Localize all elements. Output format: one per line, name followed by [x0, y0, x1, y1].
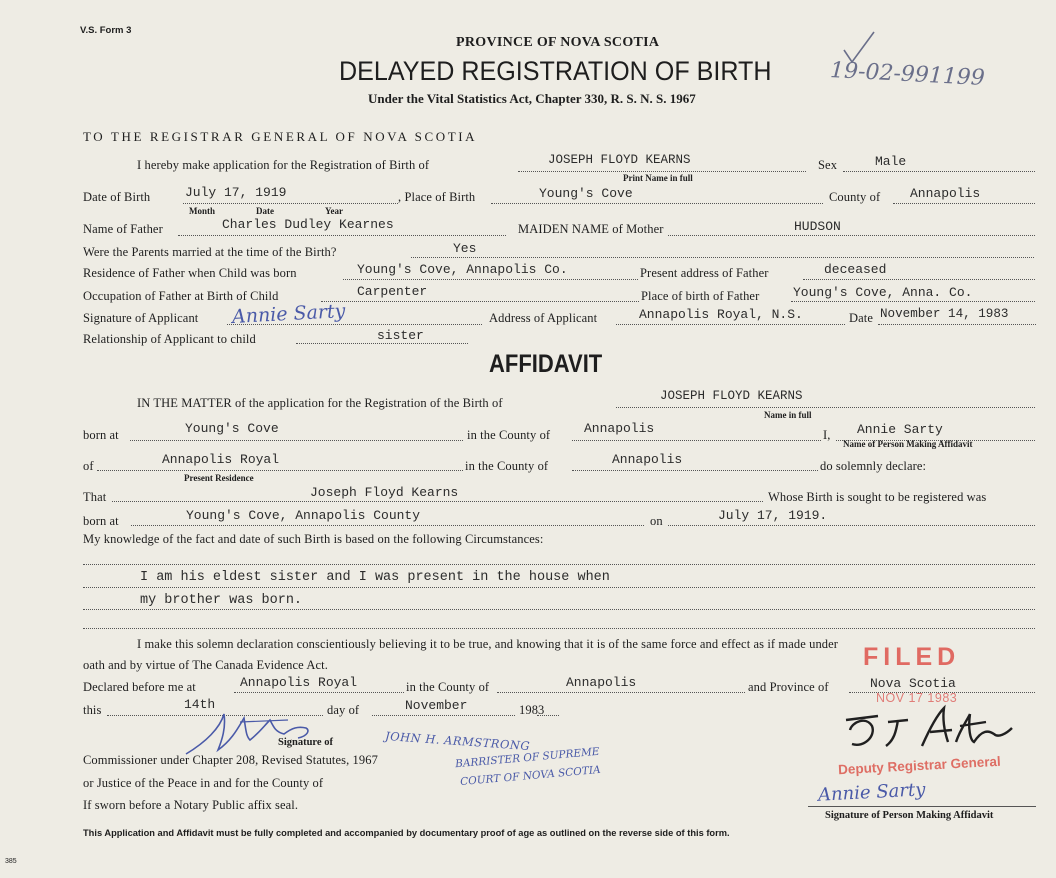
check-mark-icon [838, 28, 878, 66]
province-heading: PROVINCE OF NOVA SCOTIA [456, 35, 660, 50]
married-line [411, 257, 1034, 258]
matter-label: IN THE MATTER of the application for the Registration of the Birth of [137, 396, 503, 410]
circumstance-line-1 [83, 587, 1035, 588]
occupation-line [321, 301, 639, 302]
father-birthplace: Young's Cove, Anna. Co. [793, 285, 973, 300]
applicant-address: Annapolis Royal, N.S. [639, 307, 803, 322]
place-of-birth: Young's Cove [539, 186, 633, 201]
of-label: of [83, 459, 94, 473]
date-of-birth: July 17, 1919 [185, 185, 287, 200]
present-address-line [803, 279, 1035, 280]
declared-day: 14th [184, 697, 216, 712]
maiden-label: MAIDEN NAME of Mother [518, 222, 664, 236]
circumstance-line-2 [83, 609, 1035, 610]
applicant-address-label: Address of Applicant [489, 311, 598, 325]
affidavit-heading: AFFIDAVIT [489, 350, 603, 378]
addressee: TO THE REGISTRAR GENERAL OF NOVA SCOTIA [83, 129, 478, 144]
affiant-signature-caption: Signature of Person Making Affidavit [825, 810, 994, 821]
month-line [372, 715, 515, 716]
declared-label: Declared before me at [83, 680, 196, 694]
affiant-caption: Name of Person Making Affidavit [843, 439, 973, 449]
commissioner-title-1: BARRISTER OF SUPREME [454, 745, 600, 771]
father-birthplace-label: Place of birth of Father [641, 289, 760, 303]
form-title: DELAYED REGISTRATION OF BIRTH [339, 56, 772, 86]
matter-name: JOSEPH FLOYD KEARNS [660, 389, 803, 403]
born-at-value: Young's Cove [185, 421, 279, 436]
born-at-2: Young's Cove, Annapolis County [186, 508, 421, 523]
father-label: Name of Father [83, 222, 163, 236]
circumstance-1: I am his eldest sister and I was present in the house when [140, 570, 610, 585]
occupation-label: Occupation of Father at Birth of Child [83, 289, 279, 303]
name-in-full-caption: Name in full [764, 410, 812, 420]
father-occupation: Carpenter [357, 284, 428, 299]
filed-stamp: FILED [863, 643, 961, 671]
matter-line [616, 407, 1035, 408]
county3-line [497, 692, 745, 693]
of-place: Annapolis Royal [162, 452, 280, 467]
place-line [491, 203, 823, 204]
born-at-label: born at [83, 428, 119, 442]
born-at-label-2: born at [83, 514, 119, 528]
circumstance-2: my brother was born. [140, 593, 303, 608]
day-of-label: day of [327, 703, 360, 717]
county-of-label-3: in the County of [406, 680, 490, 694]
sex-line [843, 171, 1035, 172]
year-caption: Year [325, 206, 343, 216]
relationship: sister [377, 328, 424, 343]
solemn-text-2: oath and by virtue of The Canada Evidence Act. [83, 658, 328, 672]
knowledge-text: My knowledge of the fact and date of such Birth is based on the following Circumstances: [83, 532, 544, 546]
residence-label: Residence of Father when Child was born [83, 266, 297, 280]
declared-month: November [405, 698, 468, 713]
parents-married: Yes [453, 241, 477, 256]
applicant-address-line [616, 324, 845, 325]
that-line [112, 501, 763, 502]
father-birthplace-line [791, 301, 1035, 302]
year-line [537, 715, 559, 716]
declared-year: 1983 [519, 703, 545, 717]
relationship-line [296, 343, 468, 344]
affiant-signature: Annie Sarty [817, 779, 926, 806]
applicant-signature: Annie Sarty [231, 300, 346, 328]
born-at-line [130, 440, 463, 441]
that-name: Joseph Floyd Kearns [310, 485, 459, 500]
county-of-birth: Annapolis [910, 186, 981, 201]
county-of-label-2: in the County of [465, 459, 549, 473]
father-line [178, 235, 506, 236]
county-label: County of [829, 190, 881, 204]
application-date: November 14, 1983 [880, 307, 1009, 321]
county-2: Annapolis [612, 452, 683, 467]
sex-label: Sex [818, 158, 838, 172]
residence-line [343, 279, 638, 280]
present-address-label: Present address of Father [640, 266, 769, 280]
on-label: on [650, 514, 663, 528]
dob-label: Date of Birth [83, 190, 151, 204]
solemn-text-1: I make this solemn declaration conscientiously believing it to be true, and knowing that it is of the same force and effect as if made under [137, 637, 839, 651]
month-caption: Month [189, 206, 216, 216]
father-present-address: deceased [824, 262, 887, 277]
residence-caption: Present Residence [184, 473, 254, 483]
birth-date-2: July 17, 1919. [718, 508, 828, 523]
notary-text: If sworn before a Notary Public affix seal. [83, 798, 299, 812]
county-of-label-1: in the County of [467, 428, 551, 442]
registrar-signature [838, 700, 1018, 758]
footer-note: This Application and Affidavit must be fully completed and accompanied by documentary proof of age as outlined on the reverse side of this form. [83, 828, 730, 838]
application-date-line [878, 324, 1036, 325]
commissioner-signature [180, 706, 330, 758]
form-subtitle: Under the Vital Statistics Act, Chapter 330, R. S. N. S. 1967 [368, 91, 696, 106]
county-line [893, 203, 1035, 204]
dob-line [183, 203, 398, 204]
form-code: V.S. Form 3 [80, 25, 132, 36]
county1-line [572, 440, 821, 441]
date-caption: Date [256, 206, 274, 216]
relationship-label: Relationship of Applicant to child [83, 332, 256, 346]
declared-line [234, 692, 404, 693]
father-residence: Young's Cove, Annapolis Co. [357, 262, 568, 277]
affiant-signature-line [808, 806, 1036, 807]
signature-of-label: Signature of [278, 737, 333, 748]
application-intro: I hereby make application for the Registration of Birth of [137, 158, 430, 172]
province-value: Nova Scotia [870, 676, 956, 691]
registration-number: 19-02-991199 [829, 57, 986, 92]
county2-line [572, 470, 818, 471]
name-line [518, 171, 806, 172]
declare-text: do solemnly declare: [820, 459, 927, 473]
registrar-title-stamp: Deputy Registrar General [837, 753, 1002, 778]
mother-maiden-name: HUDSON [794, 219, 841, 234]
print-name-caption: Print Name in full [623, 173, 693, 183]
province-label: and Province of [748, 680, 829, 694]
county-1: Annapolis [584, 421, 655, 436]
whose-birth-text: Whose Birth is sought to be registered was [768, 490, 987, 504]
filed-date-stamp: NOV 17 1983 [876, 691, 958, 705]
child-sex: Male [875, 154, 907, 169]
place-label: , Place of Birth [398, 190, 476, 204]
commissioner-name: JOHN H. ARMSTRONG [384, 728, 531, 754]
circumstance-line-0 [83, 564, 1035, 565]
declared-at: Annapolis Royal [240, 675, 358, 690]
this-label: this [83, 703, 102, 717]
commissioner-title-2: COURT OF NOVA SCOTIA [459, 763, 602, 789]
circumstance-line-3 [83, 628, 1035, 629]
footer-code: 385 [5, 858, 17, 865]
father-name: Charles Dudley Kearnes [222, 217, 394, 232]
of-line [97, 470, 463, 471]
applicant-signature-label: Signature of Applicant [83, 311, 199, 325]
county-3: Annapolis [566, 675, 637, 690]
justice-text: or Justice of the Peace in and for the County of [83, 776, 324, 790]
maiden-line [668, 235, 1035, 236]
commissioner-text: Commissioner under Chapter 208, Revised Statutes, 1967 [83, 753, 378, 767]
child-name: JOSEPH FLOYD KEARNS [548, 153, 691, 167]
married-label: Were the Parents married at the time of the Birth? [83, 245, 337, 259]
affiant-name: Annie Sarty [857, 422, 943, 437]
on-line [668, 525, 1035, 526]
born-at2-line [131, 525, 644, 526]
that-label: That [83, 490, 107, 504]
application-date-label: Date [849, 311, 873, 325]
i-label: I, [823, 428, 831, 442]
